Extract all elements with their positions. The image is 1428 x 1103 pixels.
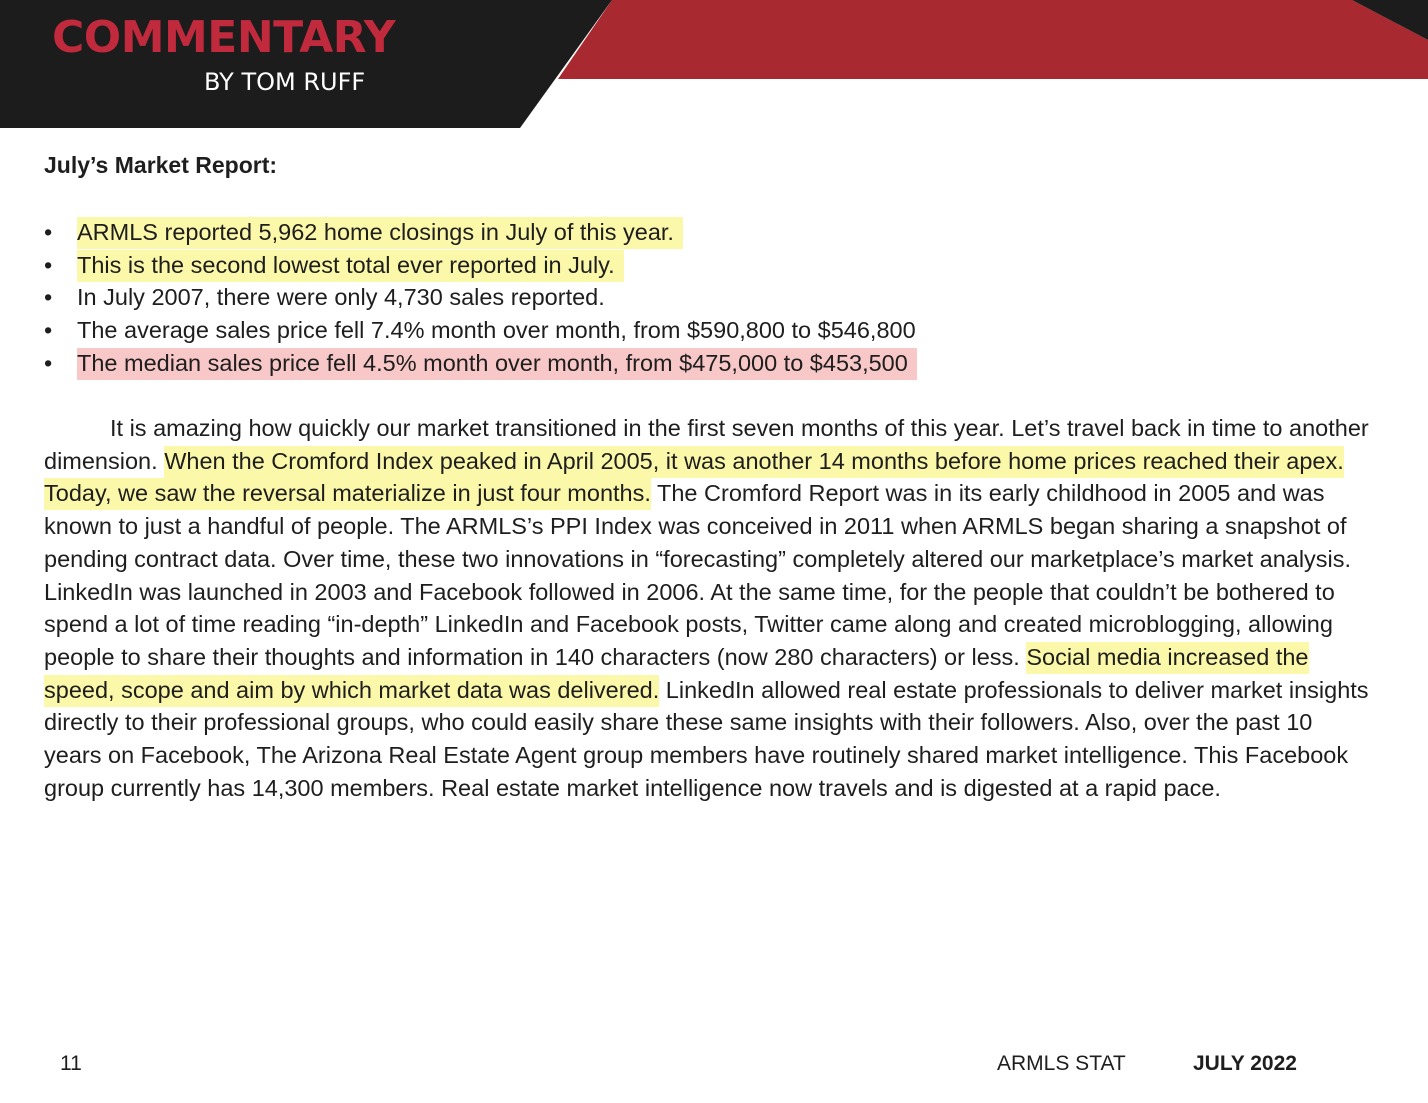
report-bullet — [44, 249, 917, 282]
report-bullet — [44, 216, 917, 249]
bullet-text: In July 2007, there were only 4,730 sales reported. — [77, 284, 605, 311]
publication-name: ARMLS STAT — [997, 1052, 1126, 1075]
report-bullet — [44, 347, 917, 380]
page-number: 11 — [60, 1052, 82, 1075]
issue-date: JULY 2022 — [1193, 1052, 1297, 1075]
bullet-text: This is the second lowest total ever reported in July. — [77, 250, 624, 282]
report-bullet-list — [44, 216, 917, 380]
report-heading: July’s Market Report: — [44, 152, 278, 178]
article-highlight: When the Cromford Index peaked in April 2005, it was another 14 months before home prices reached their apex. Today, we saw the reversal materialize in just four months. — [44, 446, 1344, 511]
article-paragraph — [44, 412, 1374, 804]
report-bullet — [44, 314, 917, 347]
article-highlight: Social media increased the speed, scope and aim by which market data was delivered. — [44, 642, 1309, 707]
header-red-band — [558, 0, 1428, 79]
article-segment: LinkedIn allowed real estate professionals to deliver market insights directly to their professional groups, who could easily share these same insights with their followers. Also, over the past 10 years on Facebook, The Arizona Real Estate Agent group members have routinely shared market intelligence. This Facebook group currently has 14,300 members. Real estate market intelligence now travels and is digested at a rapid pace. — [44, 676, 1369, 801]
article-segment: It is amazing how quickly our market transitioned in the first seven months of this year. Let’s travel back in time to another dimension. — [44, 415, 1369, 474]
header-title: COMMENTARY — [52, 12, 396, 63]
header-byline: BY TOM RUFF — [204, 68, 366, 96]
article-segment: The Cromford Report was in its early childhood in 2005 and was known to just a handful of people. The ARMLS’s PPI Index was conceived in 2011 when ARMLS began sharing a snapshot of pending contract data. Over time, these two innovations in “forecasting” completely altered our marketplace’s market analysis. LinkedIn was launched in 2003 and Facebook followed in 2006. At the same time, for the people that couldn’t be bothered to spend a lot of time reading “in-depth” LinkedIn and Facebook posts, Twitter came along and created microblogging, allowing people to share their thoughts and information in 140 characters (now 280 characters) or less. — [44, 480, 1352, 670]
bullet-text: The median sales price fell 4.5% month over month, from $475,000 to $453,500 — [77, 348, 917, 380]
bullet-text: ARMLS reported 5,962 home closings in July of this year. — [77, 217, 683, 249]
bullet-text: The average sales price fell 7.4% month over month, from $590,800 to $546,800 — [77, 317, 916, 344]
report-bullet — [44, 281, 917, 314]
